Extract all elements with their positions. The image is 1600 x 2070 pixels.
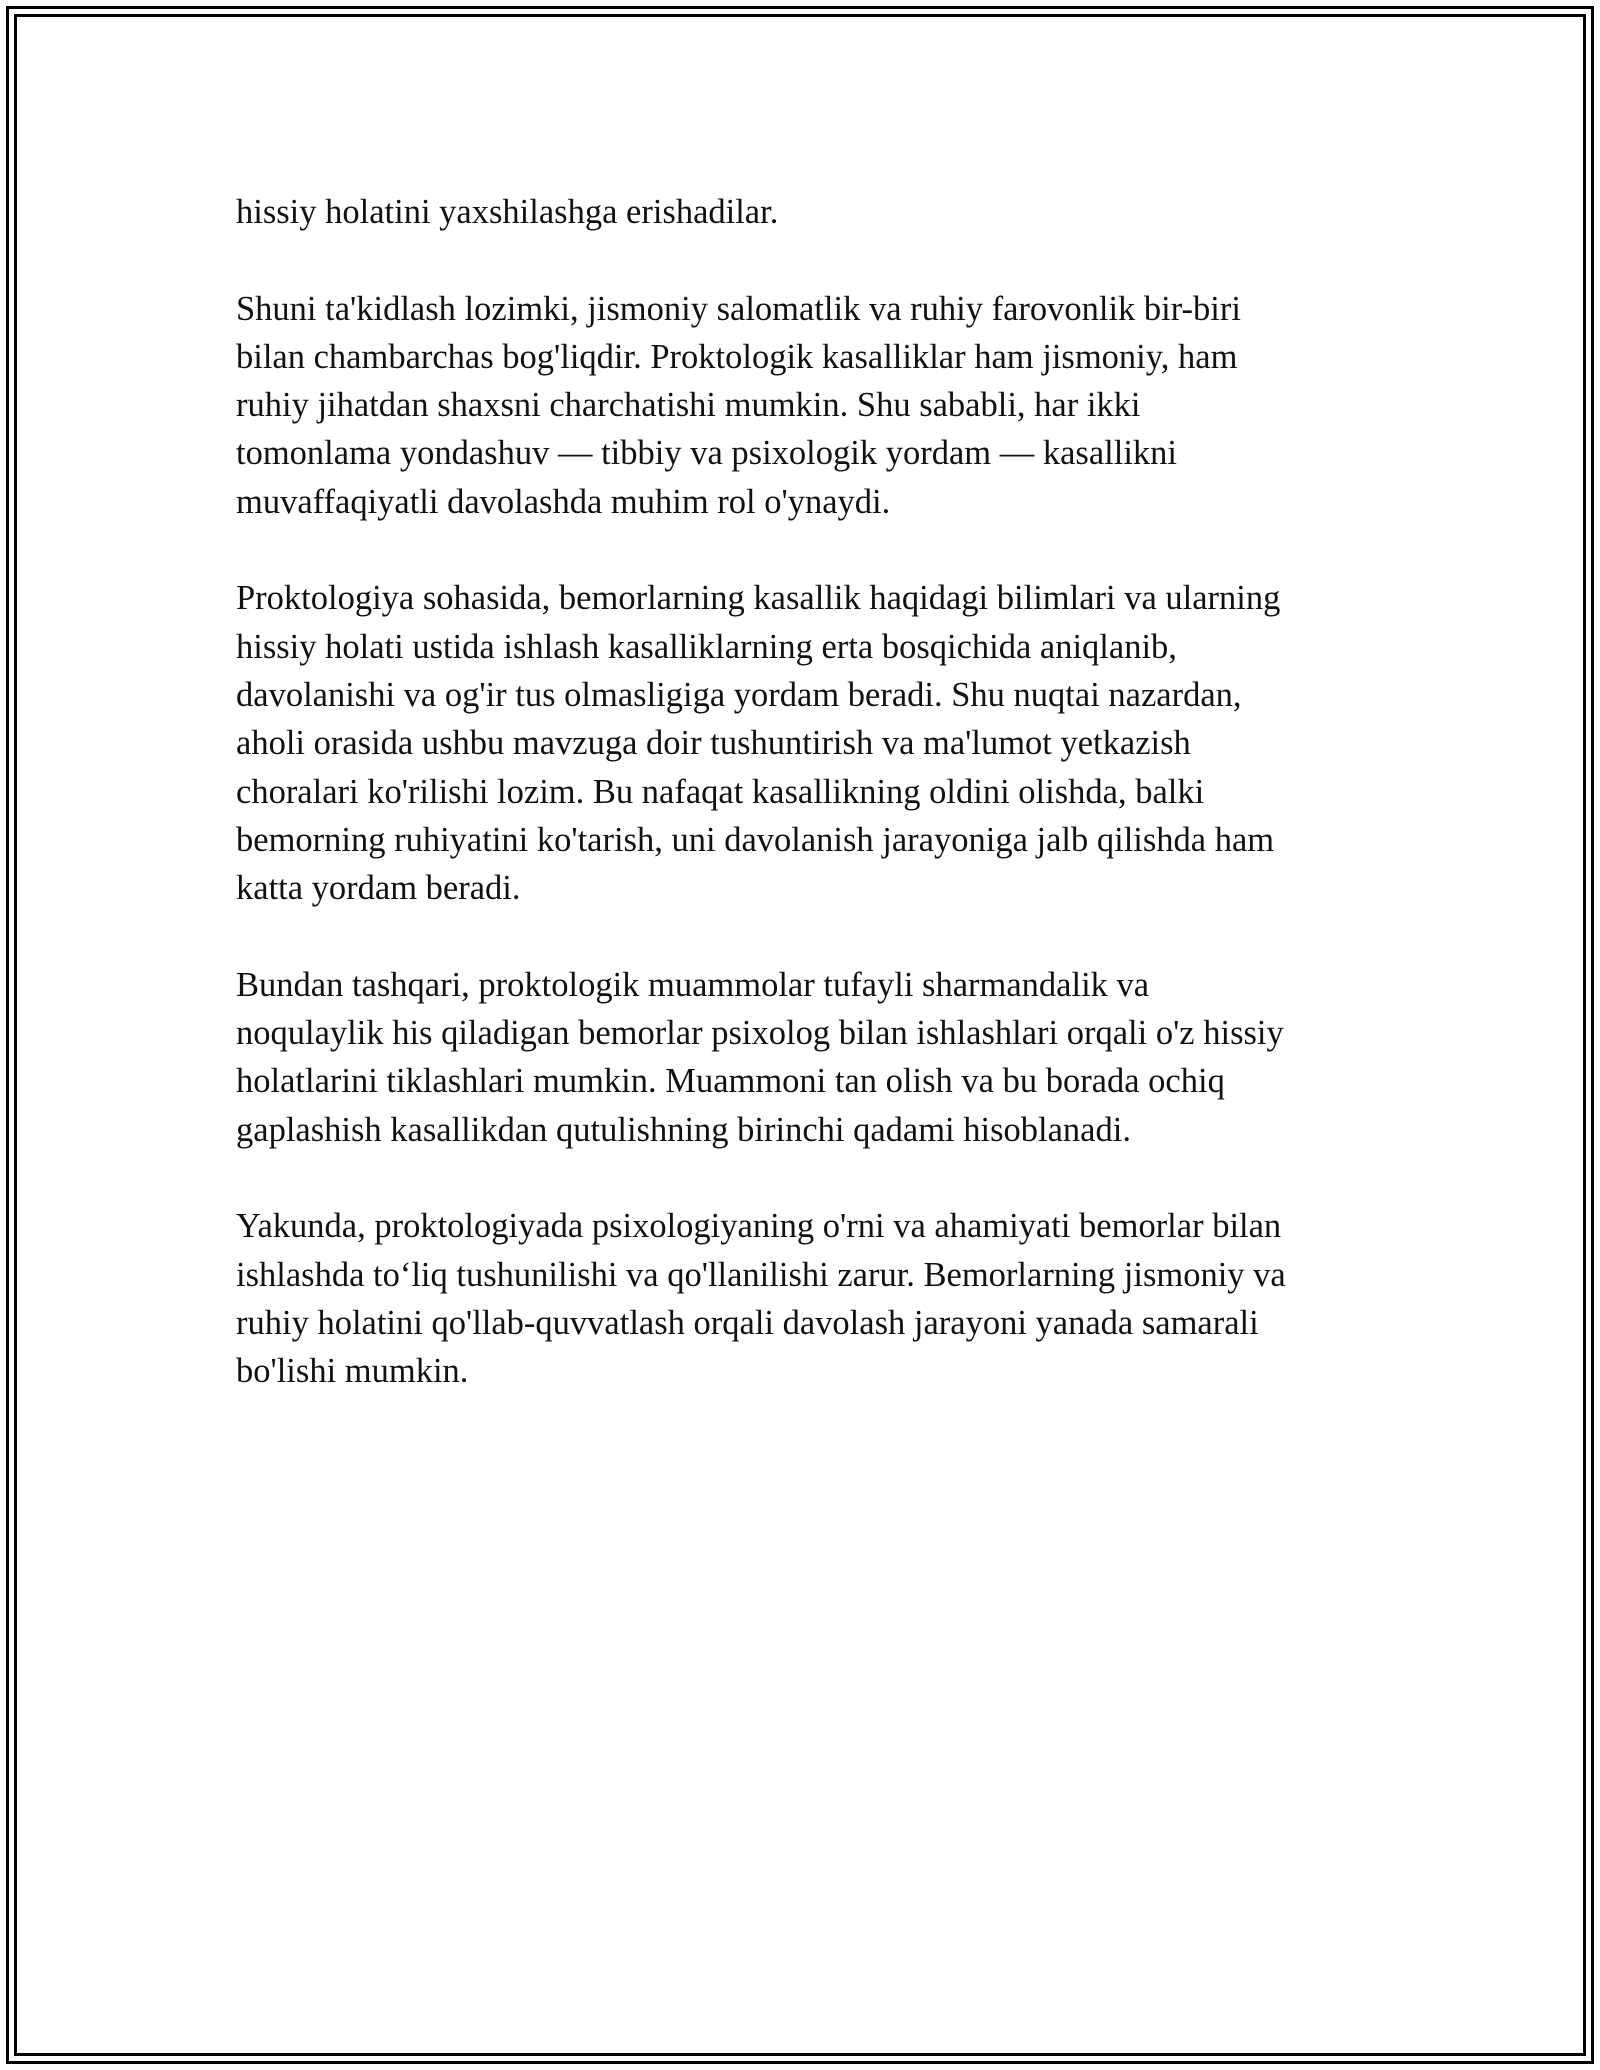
text-line: hissiy holati ustida ishlash kasalliklarning erta bosqichida aniqlanib, bbox=[236, 627, 1177, 666]
paragraph-1 bbox=[236, 188, 1366, 236]
text-line: Yakunda, proktologiyada psixologiyaning o'rni va ahamiyati bemorlar bilan bbox=[236, 1207, 1282, 1246]
text-line: bo'lishi mumkin. bbox=[236, 1352, 469, 1391]
text-line: Proktologiya sohasida, bemorlarning kasallik haqidagi bilimlari va ularning bbox=[236, 579, 1281, 618]
text-line: gaplashish kasallikdan qutulishning birinchi qadami hisoblanadi. bbox=[236, 1110, 1131, 1149]
text-line: aholi orasida ushbu mavzuga doir tushuntirish va ma'lumot yetkazish bbox=[236, 724, 1191, 763]
text-line: ishlashda to‘liq tushunilishi va qo'llanilishi zarur. Bemorlarning jismoniy va bbox=[236, 1255, 1286, 1294]
text-line: tomonlama yondashuv — tibbiy va psixologik yordam — kasallikni bbox=[236, 434, 1177, 473]
text-line: hissiy holatini yaxshilashga erishadilar. bbox=[236, 193, 779, 231]
paragraph-2 bbox=[236, 285, 1366, 526]
text-line: katta yordam beradi. bbox=[236, 869, 521, 908]
text-line: ruhiy holatini qo'llab-quvvatlash orqali davolash jarayoni yanada samarali bbox=[236, 1303, 1259, 1342]
text-line: bemorning ruhiyatini ko'tarish, uni davolanish jarayoniga jalb qilishda ham bbox=[236, 820, 1275, 859]
paragraph-5 bbox=[236, 1202, 1366, 1395]
text-line: muvaffaqiyatli davolashda muhim rol o'ynaydi. bbox=[236, 482, 891, 521]
paragraph-4 bbox=[236, 961, 1366, 1154]
paragraph-3 bbox=[236, 574, 1366, 912]
text-line: bilan chambarchas bog'liqdir. Proktologik kasalliklar ham jismoniy, ham bbox=[236, 337, 1238, 376]
text-line: noqulaylik his qiladigan bemorlar psixolog bilan ishlashlari orqali o'z hissiy bbox=[236, 1014, 1284, 1053]
text-line: davolanishi va og'ir tus olmasligiga yordam beradi. Shu nuqtai nazardan, bbox=[236, 675, 1242, 714]
text-line: choralari ko'rilishi lozim. Bu nafaqat kasallikning oldini olishda, balki bbox=[236, 772, 1205, 811]
text-line: Bundan tashqari, proktologik muammolar tufayli sharmandalik va bbox=[236, 965, 1150, 1004]
document-body bbox=[236, 188, 1366, 1444]
text-line: ruhiy jihatdan shaxsni charchatishi mumkin. Shu sababli, har ikki bbox=[236, 386, 1141, 425]
text-line: Shuni ta'kidlash lozimki, jismoniy salomatlik va ruhiy farovonlik bir-biri bbox=[236, 289, 1241, 328]
text-line: holatlarini tiklashlari mumkin. Muammoni tan olish va bu borada ochiq bbox=[236, 1062, 1225, 1101]
